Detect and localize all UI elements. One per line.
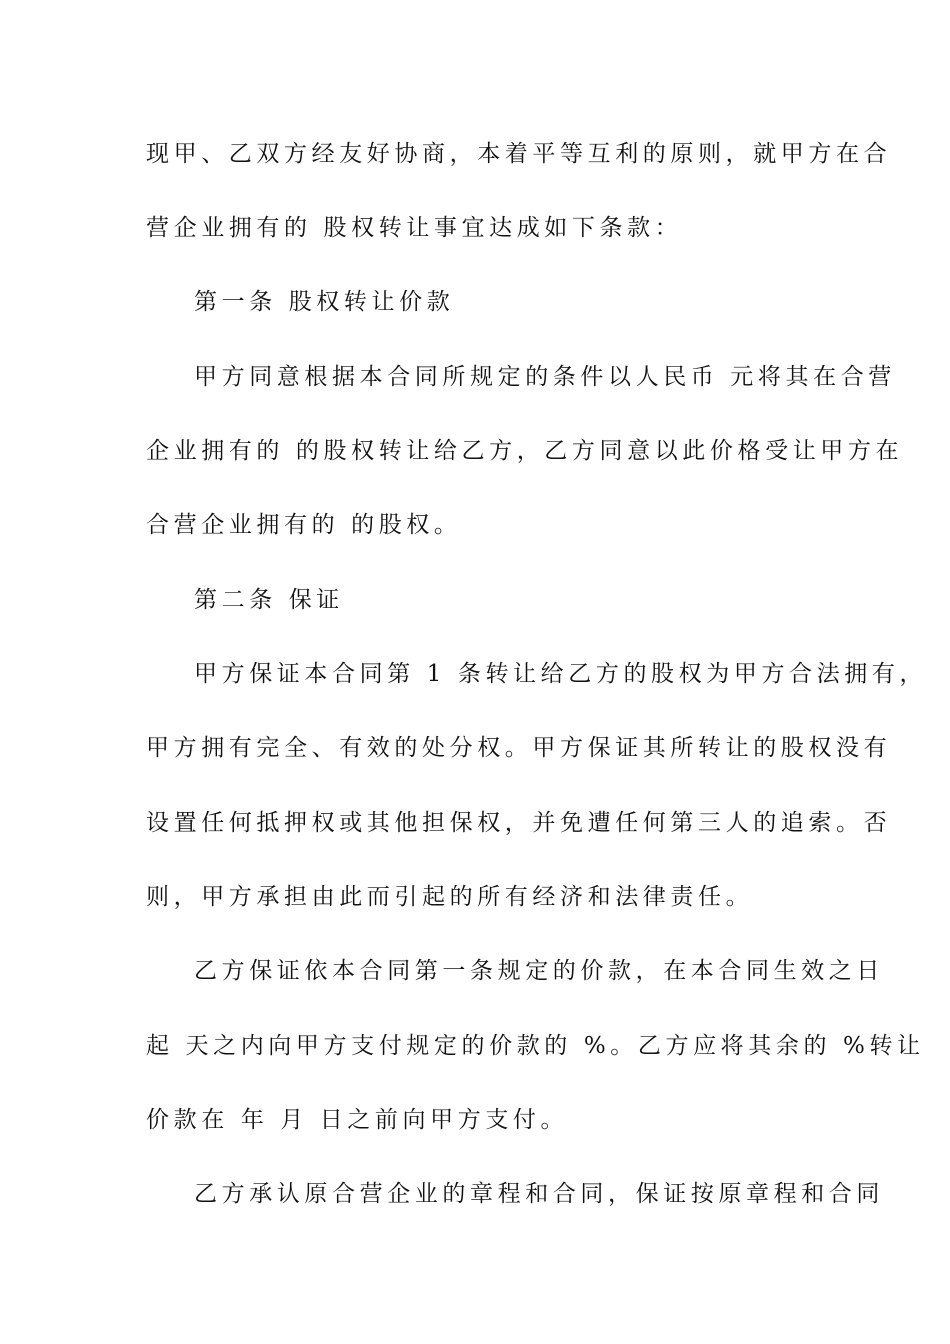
text-line-10: 设置任何抵押权或其他担保权，并免遭任何第三人的追索。否 (146, 810, 892, 836)
text-line-4: 甲方同意根据本合同所规定的条件以人民币 元将其在合营 (194, 364, 896, 390)
article-1-heading: 第一条 股权转让价款 (194, 289, 455, 315)
text-line-13: 起 天之内向甲方支付规定的价款的 %。乙方应将其余的 %转让 (146, 1033, 925, 1059)
text-line-11: 则，甲方承担由此而引起的所有经济和法律责任。 (146, 884, 754, 910)
article-2-heading: 第二条 保证 (194, 587, 344, 613)
text-line-2: 营企业拥有的 股权转让事宜达成如下条款： (146, 215, 683, 241)
text-line-14: 价款在 年 月 日之前向甲方支付。 (146, 1107, 569, 1133)
text-line-15: 乙方承认原合营企业的章程和合同，保证按原章程和合同 (194, 1181, 884, 1207)
text-line-9: 甲方拥有完全、有效的处分权。甲方保证其所转让的股权没有 (146, 735, 892, 761)
text-line-8: 甲方保证本合同第 1 条转让给乙方的股权为甲方合法拥有， (194, 661, 928, 687)
text-line-12: 乙方保证依本合同第一条规定的价款，在本合同生效之日 (194, 958, 884, 984)
text-line-1: 现甲、乙双方经友好协商，本着平等互利的原则，就甲方在合 (146, 141, 892, 167)
text-line-6: 合营企业拥有的 的股权。 (146, 512, 462, 538)
text-line-5: 企业拥有的 的股权转让给乙方，乙方同意以此价格受让甲方在 (146, 438, 904, 464)
